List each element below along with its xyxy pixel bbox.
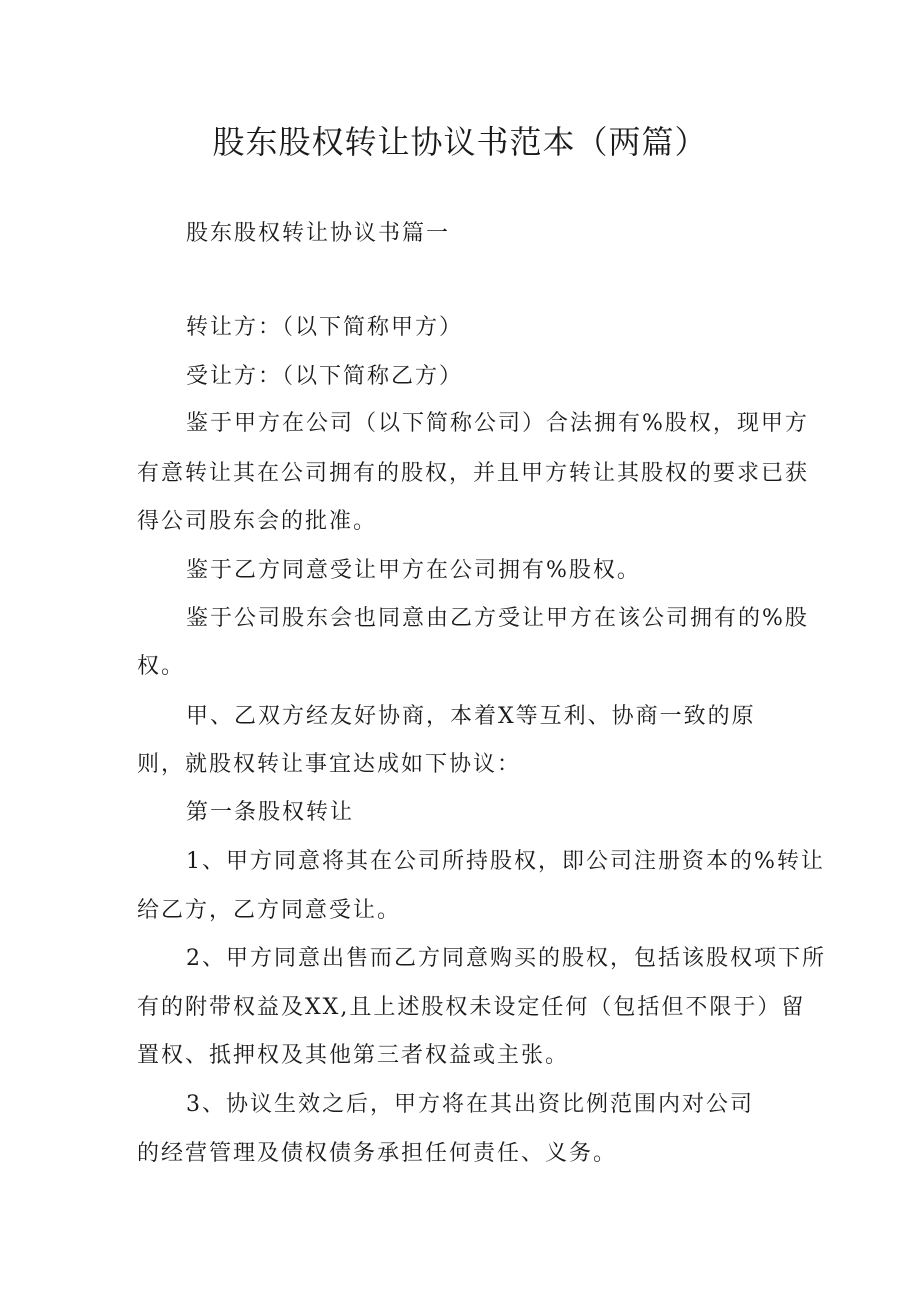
recital-1-line-1: 鉴于甲方在公司（以下简称公司）合法拥有%股权，现甲方: [186, 411, 809, 436]
clause-2-line-1: 2、甲方同意出售而乙方同意购买的股权，包括该股权项下所: [186, 946, 826, 971]
article-1-heading: 第一条股权转让: [186, 800, 355, 825]
clause-2-line-2: 有的附带权益及XX,且上述股权未设定任何（包括但不限于）留: [137, 995, 806, 1020]
recital-1-line-3: 得公司股东会的批准。: [137, 509, 378, 534]
transferor-line: 转让方：（以下简称甲方）: [186, 315, 464, 340]
transferee-line: 受让方：（以下简称乙方）: [186, 364, 464, 389]
preamble-line-2: 则，就股权转让事宜达成如下协议：: [137, 752, 522, 777]
clause-1-line-2: 给乙方，乙方同意受让。: [137, 898, 402, 923]
recital-3-line-2: 权。: [137, 654, 186, 679]
section-heading: 股东股权转让协议书篇一: [186, 221, 451, 246]
recital-3-line-1: 鉴于公司股东会也同意由乙方受让甲方在该公司拥有的%股: [186, 606, 809, 631]
document-title: 股东股权转让协议书范本（两篇）: [212, 123, 708, 161]
clause-2-line-3: 置权、抵押权及其他第三者权益或主张。: [137, 1043, 570, 1068]
recital-2-line-1: 鉴于乙方同意受让甲方在公司拥有%股权。: [186, 558, 641, 583]
clause-3-line-2: 的经营管理及债权债务承担任何责任、义务。: [137, 1141, 618, 1166]
recital-1-line-2: 有意转让其在公司拥有的股权，并且甲方转让其股权的要求已获: [137, 461, 810, 486]
clause-3-line-1: 3、协议生效之后，甲方将在其出资比例范围内对公司: [186, 1092, 754, 1117]
preamble-line-1: 甲、乙双方经友好协商，本着X等互利、协商一致的原: [186, 704, 756, 729]
clause-1-line-1: 1、甲方同意将其在公司所持股权，即公司注册资本的%转让: [186, 849, 825, 874]
